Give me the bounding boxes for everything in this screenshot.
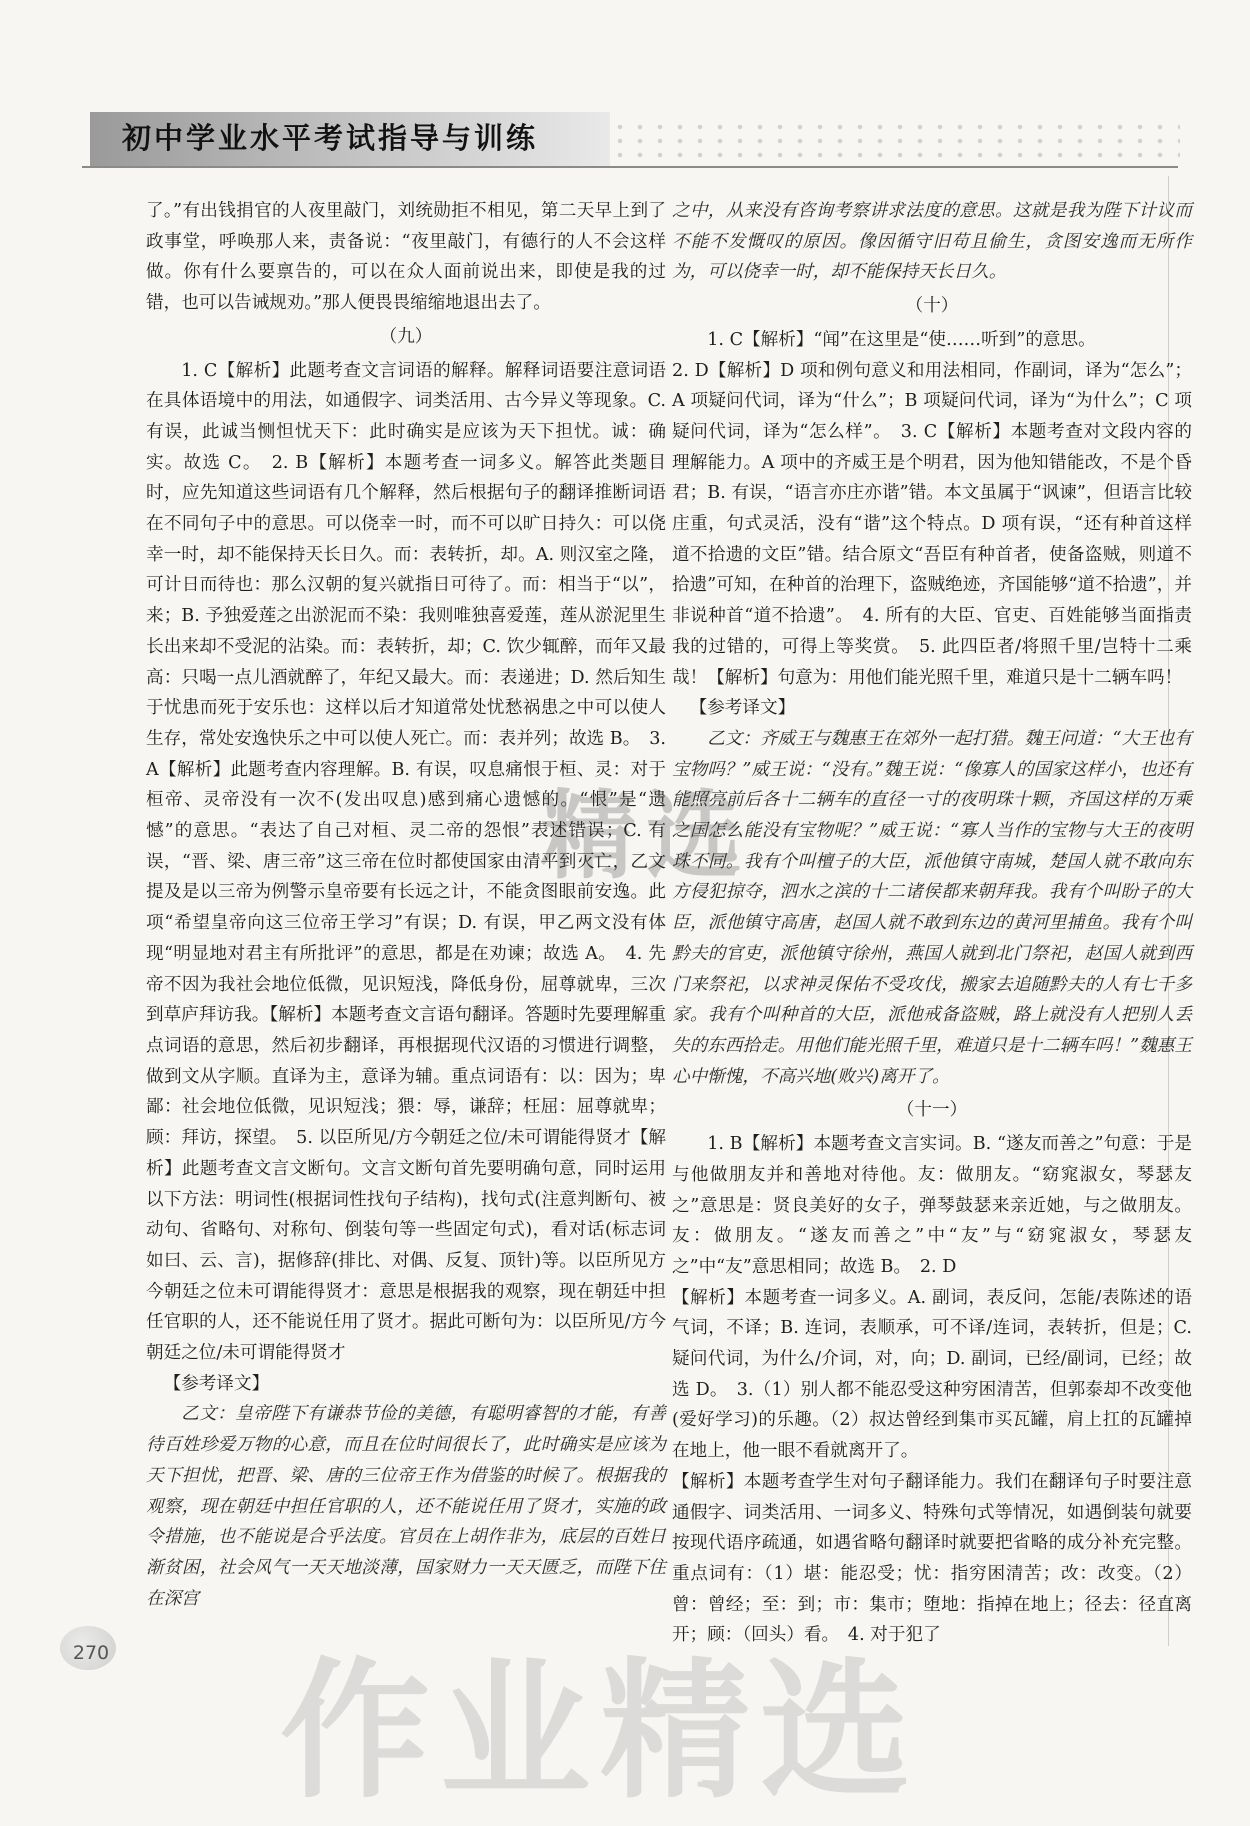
reference-translation-label: 【参考译文】 xyxy=(689,698,796,719)
answer-paragraph: 2. D【解析】D 项和例句意义和用法相同，作副词，译为“怎么”；A 项疑问代词，译为“什么”；B 项疑问代词，译为“为什么”；C 项疑问代词，译为“怎么样”。 3. C【解析】本题考查对文段内容的理解能力。A 项中的齐威王是个明君，因为他知错能改，不是个昏君；B. 有误，“语言亦庄亦谐”错。本文虽属于“讽谏”，但语言比较庄重，句式灵活，没有“谐”这个特点。D 项有误，“还有种首这样道不拾遗的文臣”错。结合原文“吾臣有种首者，使备盗贼，则道不拾遗”可知，在种首的治理下，盗贼绝迹，齐国能够“道不拾遗”，并非说种首“道不拾遗”。 4. 所有的大臣、官吏、百姓能够当面指责我的过错的，可得上等奖赏。 5. 此四臣者/将照千里/岂特十二乘哉！【解析】句意为：用他们能光照千里，难道只是十二辆车吗！ xyxy=(672,360,1192,688)
section-heading: （九） xyxy=(379,326,433,347)
translation-paragraph: 乙文：齐威王与魏惠王在郊外一起打猎。魏王问道：“大王也有宝物吗？”威王说：“没有。”魏王说：“像寡人的国家这样小，也还有能照亮前后各十二辆车的直径一寸的夜明珠十颗，齐国这样的万乘之国怎么能没有宝物呢？”威王说：“寡人当作的宝物与大王的夜明珠不同。我有个叫檀子的大臣，派他镇守南城，楚国人就不敢向东方侵犯掠夺，泗水之滨的十二诸侯都来朝拜我。我有个叫盼子的大臣，派他镇守高唐，赵国人就不敢到东边的黄河里捕鱼。我有个叫黔夫的官吏，派他镇守徐州，燕国人就到北门祭祀，赵国人就到西门来祭祀，以求神灵保佑不受攻伐，搬家去追随黔夫的人有七千多家。我有个叫种首的大臣，派他戒备盗贼，路上就没有人把别人丢失的东西拾走。用他们能光照千里，难道只是十二辆车吗！”魏惠王心中惭愧，不高兴地(败兴)离开了。 xyxy=(672,728,1192,1087)
watermark-center: 精选 xyxy=(540,780,752,892)
running-header xyxy=(82,100,1178,170)
section-heading: （十一） xyxy=(896,1100,968,1121)
answer-paragraph: 【解析】本题考查学生对句子翻译能力。我们在翻译句子时要注意通假字、词类活用、一词多义、特殊句式等情况，如遇倒装句就要按现代语序疏通，如遇省略句翻译时就要把省略的成分补充完整。重点词有：（1）堪：能忍受；忧：指穷困清苦；改：改变。（2）曾：曾经；至：到；市：集市；堕地：指掉在地上；径去：径直离开；顾：（回头）看。 4. 对于犯了 xyxy=(672,1471,1192,1646)
page-number: 270 xyxy=(72,1642,110,1664)
book-title: 初中学业水平考试指导与训练 xyxy=(122,121,539,155)
watermark-bottom: 作业精选 xyxy=(280,1645,921,1819)
answer-paragraph: 【解析】本题考查一词多义。A. 副词，表反问，怎能/表陈述的语气词，不译；B. 连词，表顺承，可不译/连词，表转折，但是；C. 疑问代词，为什么/介词，对，向；D. 副词，已经/副词，已经；故选 D。 3.（1）别人都不能忍受这种穷困清苦，但郭泰却不改变他(爱好学习)的乐趣。（2）叔达曾经到集市买瓦罐，肩上扛的瓦罐掉在地上，他一眼不看就离开了。 xyxy=(672,1287,1192,1462)
header-rule xyxy=(82,166,1178,168)
section-heading: （十） xyxy=(905,296,959,317)
translation-paragraph: 之中，从来没有咨询考察讲求法度的意思。这就是我为陛下计议而不能不发慨叹的原因。像因循守旧苟且偷生，贪图安逸而无所作为，可以侥幸一时，却不能保持天长日久。 xyxy=(672,201,1192,283)
answer-paragraph: 1. B【解析】本题考查文言实词。B. “遂友而善之”句意：于是与他做朋友并和善地对待他。友：做朋友。“窈窕淑女，琴瑟友之”意思是：贤良美好的女子，弹琴鼓瑟来亲近她，与之做朋友。友：做朋友。“遂友而善之”中“友”与“窈窕淑女，琴瑟友之”中“友”意思相同；故选 B。 2. D xyxy=(672,1134,1192,1277)
answer-paragraph: 1. C【解析】“闻”在这里是“使……听到”的意思。 xyxy=(707,329,1096,350)
header-dot-pattern xyxy=(610,120,1180,164)
reference-translation-label: 【参考译文】 xyxy=(163,1373,270,1394)
answer-paragraph: 1. C【解析】此题考查文言词语的解释。解释词语要注意词语在具体语境中的用法，如通假字、词类活用、古今异义等现象。C. 有误，此诚当恻怛忧天下：此时确实是应该为天下担忧。诚：确实。故选 C。 2. B【解析】本题考查一词多义。解答此类题目时，应先知道这些词语有几个解释，然后根据句子的翻译推断词语在不同句子中的意思。可以侥幸一时，而不可以旷日持久：可以侥幸一时，却不能保持天长日久。而：表转折，却。A. 则汉室之隆，可计日而待也：那么汉朝的复兴就指日可待了。而：相当于“以”，来；B. 予独爱莲之出淤泥而不染：我则唯独喜爱莲，莲从淤泥里生长出来却不受泥的沾染。而：表转折，却；C. 饮少辄醉，而年又最高：只喝一点儿酒就醉了，年纪又最大。而：表递进；D. 然后知生于忧患而死于安乐也：这样以后才知道常处忧愁祸患之中可以使人生存，常处安逸快乐之中可以使人死亡。而：表并列；故选 B。 3. A【解析】此题考查内容理解。B. 有误，叹息痛恨于桓、灵：对于桓帝、灵帝没有一次不(发出叹息)感到痛心遗憾的。“恨”是“遗憾”的意思。“表达了自己对桓、灵二帝的怨恨”表述错误；C. 有误，“晋、梁、唐三帝”这三帝在位时都使国家由清平到灭亡，乙文提及是以三帝为例警示皇帝要有长远之计，不能贪图眼前安逸。此项“希望皇帝向这三位帝王学习”有误；D. 有误，甲乙两文没有体现“明显地对君主有所批评”的意思，都是在劝谏；故选 A。 4. 先帝不因为我社会地位低微，见识短浅，降低身份，屈尊就卑，三次到草庐拜访我。【解析】本题考查文言语句翻译。答题时先要理解重点词语的意思，然后初步翻译，再根据现代汉语的习惯进行调整，做到文从字顺。直译为主，意译为辅。重点词语有：以：因为；卑鄙：社会地位低微，见识短浅；猥：辱，谦辞；枉屈：屈尊就卑；顾：拜访，探望。 5. 以臣所见/方今朝廷之位/未可谓能得贤才【解析】此题考查文言文断句。文言文断句首先要明确句意，同时运用以下方法：明词性(根据词性找句子结构)，找句式(注意判断句、被动句、省略句、对称句、倒装句等一些固定句式)，看对话(标志词如曰、云、言)，据修辞(排比、对偶、反复、顶针)等。以臣所见方今朝廷之位未可谓能得贤才：意思是根据我的观察，现在朝廷中担任官职的人，还不能说任用了贤才。据此可断句为：以臣所见/方今朝廷之位/未可谓能得贤才 xyxy=(146,360,666,1364)
right-column xyxy=(672,196,1192,1651)
translation-paragraph: 乙文：皇帝陛下有谦恭节俭的美德，有聪明睿智的才能，有善待百姓珍爱万物的心意，而且在位时间很长了，此时确实是应该为天下担忧，把晋、梁、唐的三位帝王作为借鉴的时候了。根据我的观察，现在朝廷中担任官职的人，还不能说任用了贤才，实施的政令措施，也不能说是合乎法度。官员在上胡作非为，底层的百姓日渐贫困，社会风气一天天地淡薄，国家财力一天天匮乏，而陛下住在深宫 xyxy=(146,1404,666,1609)
answer-paragraph: 了。”有出钱捐官的人夜里敲门，刘统勋拒不相见，第二天早上到了政事堂，呼唤那人来，责备说：“夜里敲门，有德行的人不会这样做。你有什么要禀告的，可以在众人面前说出来，即使是我的过错，也可以告诫规劝。”那人便畏畏缩缩地退出去了。 xyxy=(146,201,666,314)
left-column xyxy=(146,196,666,1614)
